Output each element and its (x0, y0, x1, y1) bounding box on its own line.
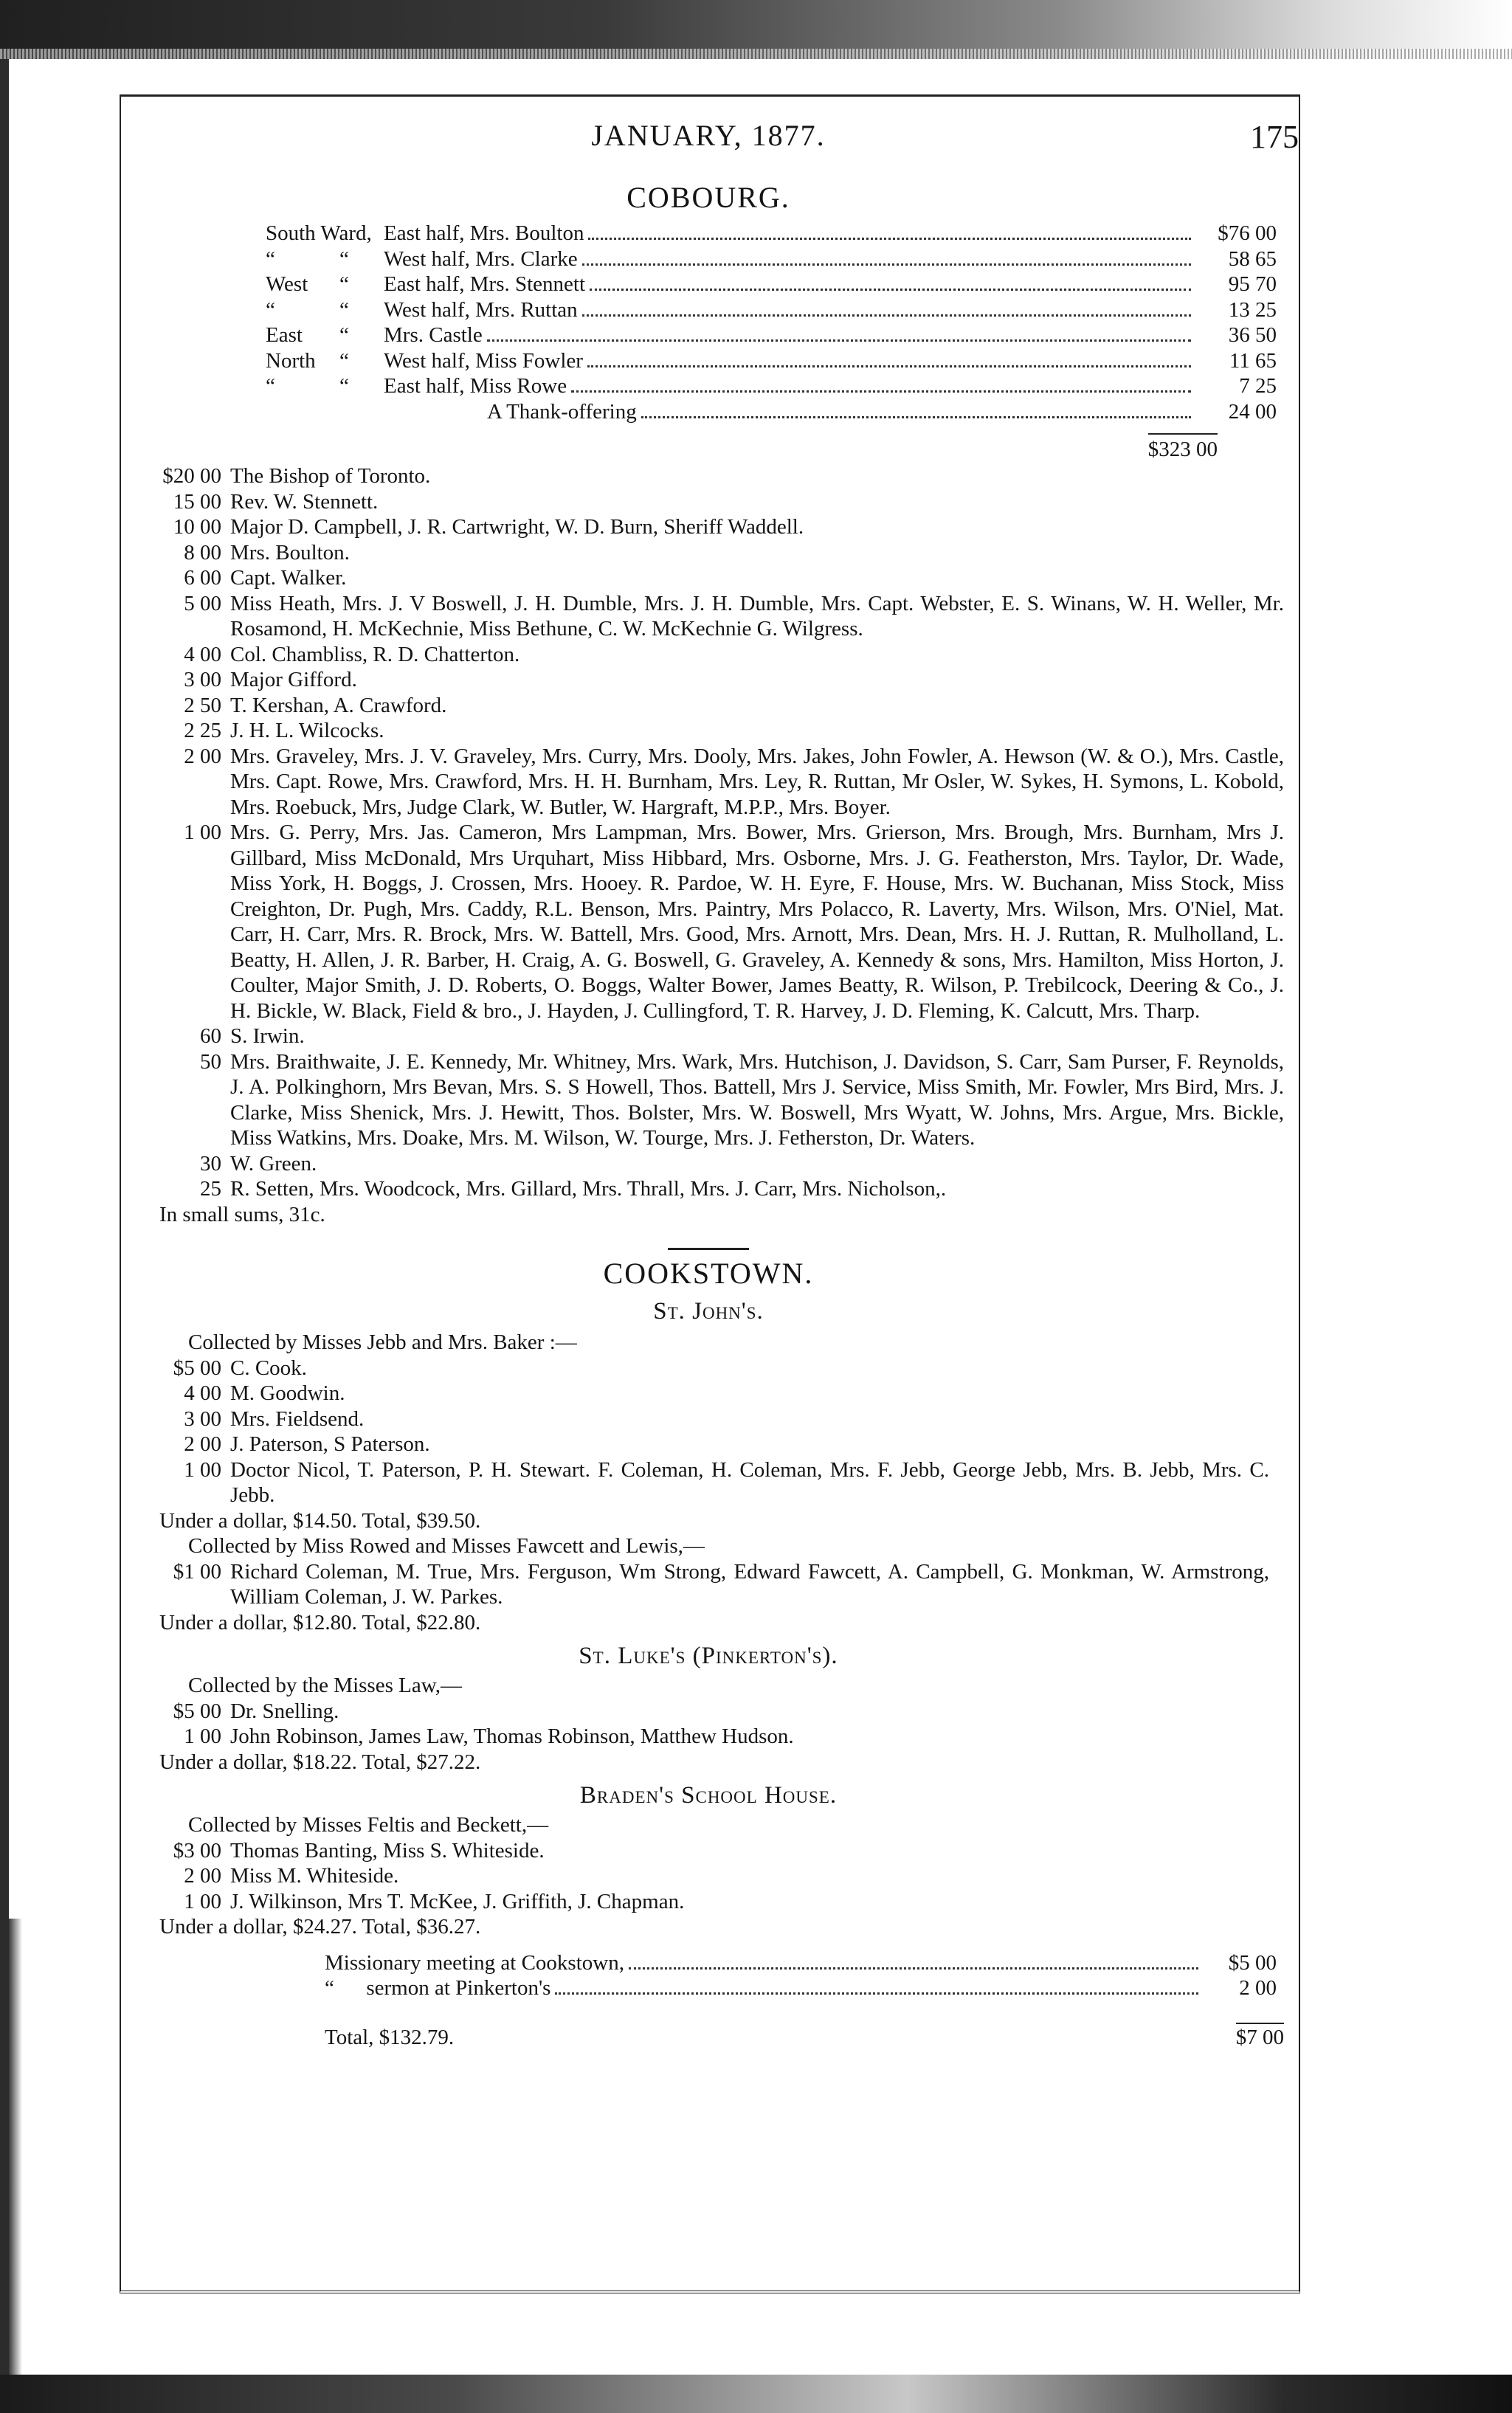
donation-amount: 3 00 (184, 668, 221, 691)
donor-names: Dr. Snelling. (230, 1699, 339, 1723)
ward-collector: East half, Mrs. Boulton (384, 221, 584, 245)
donation-row (118, 1176, 1284, 1202)
ward-name: North (266, 348, 316, 373)
donation-amount: 2 00 (184, 744, 221, 768)
cobourg-ward-total-value: $323 00 (1148, 433, 1218, 461)
ward-row (266, 221, 1284, 246)
ward-name: West (266, 272, 308, 296)
donation-amount: 1 00 (184, 821, 221, 844)
summary-row (325, 1950, 1284, 1976)
cobourg-small-sums: In small sums, 31c. (159, 1202, 325, 1226)
running-header (118, 118, 1299, 170)
donor-names: J. Wilkinson, Mrs T. McKee, J. Griffith, J. Chapman. (230, 1889, 685, 1913)
ward-name: “ (266, 297, 275, 322)
st-johns-list (118, 1356, 1269, 1508)
ward-amount: 13 25 (1228, 297, 1277, 322)
donation-amount: 60 (200, 1024, 221, 1048)
cookstown-total-amount: $7 00 (1236, 2023, 1284, 2049)
page-number: 175 (1250, 119, 1299, 155)
summary-amount: 2 00 (1239, 1976, 1277, 2000)
ward-row (266, 399, 1284, 425)
st-lukes-collected-by: Collected by the Misses Law,— (188, 1674, 463, 1697)
summary-label: “ sermon at Pinkerton's (325, 1976, 551, 2000)
donation-row (118, 1889, 1269, 1915)
donor-names: John Robinson, James Law, Thomas Robinson, Matthew Hudson. (230, 1725, 794, 1748)
donor-names: S. Irwin. (230, 1024, 305, 1048)
ward-part: “ (339, 246, 349, 271)
bradens-list (118, 1838, 1269, 1915)
cookstown-total-line (325, 2025, 1284, 2051)
st-lukes-under-dollar: Under a dollar, $18.22. Total, $27.22. (159, 1750, 481, 1774)
donation-row (118, 489, 1284, 515)
donor-names: Mrs. Fieldsend. (230, 1406, 365, 1431)
donor-names: The Bishop of Toronto. (230, 464, 431, 488)
scan-edge-left (0, 59, 9, 2413)
ward-row (266, 348, 1284, 374)
donor-names: J. Paterson, S Paterson. (230, 1432, 430, 1456)
donation-amount: 1 00 (184, 1889, 221, 1913)
cookstown-total-amount-wrap (1210, 2025, 1284, 2051)
ward-name: South Ward, (266, 221, 372, 245)
donation-amount: 8 00 (184, 540, 221, 565)
donor-names: Major D. Campbell, J. R. Cartwright, W. D. Burn, Sheriff Waddell. (230, 515, 804, 539)
ward-collector: West half, Mrs. Clarke (384, 246, 578, 271)
section-divider (668, 1248, 749, 1250)
st-johns-collected-by-2: Collected by Miss Rowed and Misses Fawcett and Lewis,— (188, 1534, 705, 1558)
ward-part: “ (339, 297, 349, 322)
ward-row (266, 373, 1284, 399)
donation-amount: 3 00 (184, 1406, 221, 1431)
ward-row (266, 322, 1284, 348)
leader-dots (487, 339, 1191, 342)
ward-name: “ (266, 374, 275, 398)
donor-names: M. Goodwin. (230, 1381, 345, 1405)
ward-collector: West half, Miss Fowler (384, 348, 583, 373)
scan-edge-bottom (0, 2375, 1512, 2413)
cookstown-summary (325, 1950, 1284, 2001)
ward-collector: East half, Miss Rowe (384, 374, 567, 398)
donor-names: Mrs. Graveley, Mrs. J. V. Graveley, Mrs. Curry, Mrs. Dooly, Mrs. Jakes, John Fowler, A. Hewson (W. & O.), Mrs. Castle, Mrs. Capt. Rowe, Mrs. Crawford, Mrs. H. H. Burnham, Mrs. Ley, R. Ruttan, Mr Osler, W. Sykes, H. Symons, L. Kobold, Mrs. Roebuck, Mrs, Judge Clark, W. Butler, W. Hargraft, M.P.P., Mrs. Boyer. (230, 744, 1284, 819)
donation-row (118, 1023, 1284, 1049)
ward-part: “ (339, 348, 349, 373)
st-johns-list-2 (118, 1559, 1269, 1610)
ward-amount: 58 65 (1228, 246, 1277, 271)
donor-names: Capt. Walker. (230, 566, 347, 590)
ward-amount: 36 50 (1228, 323, 1277, 347)
donation-amount: 5 00 (184, 591, 221, 615)
leader-dots (641, 416, 1191, 418)
donation-row (118, 565, 1284, 591)
donation-amount: 30 (200, 1151, 221, 1176)
ward-row (266, 297, 1284, 323)
donor-names: J. H. L. Wilcocks. (230, 719, 384, 742)
leader-dots (629, 1967, 1198, 1970)
donation-row (118, 1381, 1269, 1406)
donor-names: Doctor Nicol, T. Paterson, P. H. Stewart. F. Coleman, H. Coleman, Mrs. F. Jebb, George Jebb, Mrs. B. Jebb, Mrs. C. Jebb. (230, 1457, 1269, 1507)
donor-names: T. Kershan, A. Crawford. (230, 693, 447, 717)
section-title-cookstown: COOKSTOWN. (603, 1257, 814, 1290)
donation-amount: $3 00 (173, 1838, 221, 1863)
donation-amount: $1 00 (173, 1559, 221, 1584)
donation-row (118, 1699, 1269, 1725)
ward-amount: 24 00 (1228, 399, 1277, 424)
summary-label: Missionary meeting at Cookstown, (325, 1950, 624, 1975)
leader-dots (582, 263, 1191, 266)
ward-amount: $76 00 (1218, 221, 1277, 245)
section-title-cobourg: COBOURG. (626, 181, 790, 214)
donor-names: Thomas Banting, Miss S. Whiteside. (230, 1838, 545, 1863)
ward-name: East (266, 323, 303, 347)
donation-amount: $5 00 (173, 1356, 221, 1380)
ward-part: “ (339, 272, 349, 296)
ward-collector: East half, Mrs. Stennett (384, 272, 586, 296)
cookstown-total-label: Total, $132.79. (325, 2025, 455, 2049)
donation-amount: 1 00 (184, 1457, 221, 1482)
bradens-collected-by: Collected by Misses Feltis and Beckett,— (188, 1813, 549, 1837)
st-johns-under-dollar: Under a dollar, $14.50. Total, $39.50. (159, 1508, 481, 1533)
donor-names: Rev. W. Stennett. (230, 489, 379, 514)
donation-row (118, 1863, 1269, 1889)
donation-amount: 4 00 (184, 642, 221, 666)
donor-names: C. Cook. (230, 1356, 307, 1380)
donation-amount: 25 (200, 1177, 221, 1201)
donation-amount: 10 00 (173, 515, 221, 539)
donor-names: Miss M. Whiteside. (230, 1864, 399, 1888)
donor-names: Miss Heath, Mrs. J. V Boswell, J. H. Dumble, Mrs. J. H. Dumble, Mrs. Capt. Webster, E. S. Winans, W. H. Weller, Mr. Rosamond, H. McKechnie, Miss Bethune, C. W. McKechnie G. Wilgress. (230, 591, 1284, 641)
ward-row (266, 272, 1284, 297)
donation-row (118, 1356, 1269, 1381)
donation-amount: 50 (200, 1049, 221, 1074)
subsection-title-st-lukes: St. Luke's (Pinkerton's). (579, 1643, 838, 1669)
st-johns-collected-by: Collected by Misses Jebb and Mrs. Baker :— (188, 1330, 577, 1354)
ward-name: “ (266, 246, 275, 271)
st-johns-under-dollar-2: Under a dollar, $12.80. Total, $22.80. (159, 1610, 481, 1634)
donation-row (118, 718, 1284, 744)
donation-amount: $5 00 (173, 1699, 221, 1723)
donor-names: Richard Coleman, M. True, Mrs. Ferguson, Wm Strong, Edward Fawcett, A. Campbell, G. Monkman, W. Armstrong, William Coleman, J. W. Parkes. (230, 1559, 1269, 1609)
donation-row (118, 693, 1284, 719)
donation-row (118, 1049, 1284, 1151)
leader-dots (582, 314, 1191, 317)
donation-row (118, 540, 1284, 566)
donation-amount: 1 00 (184, 1725, 221, 1748)
scan-edge-top (0, 0, 1512, 59)
donation-row (118, 591, 1284, 642)
donation-row (118, 1406, 1269, 1432)
donation-row (118, 514, 1284, 540)
donation-row (118, 1838, 1269, 1864)
donation-row (118, 1724, 1269, 1750)
leader-dots (590, 289, 1191, 291)
ward-amount: 7 25 (1239, 374, 1277, 398)
header-title: JANUARY, 1877. (591, 119, 826, 152)
donation-amount: 6 00 (184, 566, 221, 590)
donor-names: Major Gifford. (230, 668, 357, 691)
donation-row (118, 642, 1284, 668)
ward-collector: Mrs. Castle (384, 323, 483, 347)
summary-row (325, 1975, 1284, 2001)
donor-names: Mrs. G. Perry, Mrs. Jas. Cameron, Mrs Lampman, Mrs. Bower, Mrs. Grierson, Mrs. Brough, Mrs. Burnham, Mrs J. Gillbard, Miss McDonald, Mrs Urquhart, Miss Hibbard, Mrs. Osborne, Mrs. J. G. Featherston, Mrs. Taylor, Dr. Wade, Miss York, H. Boggs, J. Crossen, Mrs. Hooey. R. Pardoe, W. H. Eyre, F. House, Mrs. W. Buchanan, Miss Stock, Miss Creighton, Dr. Pugh, Mrs. Caddy, R.L. Benson, Mrs. Paintry, Mrs Polacco, R. Laverty, Mrs. Wilson, Mrs. O'Niel, Mat. Carr, H. Carr, Mrs. R. Brock, Mrs. W. Battell, Mrs. Good, Mrs. Arnott, Mrs. Dean, Mrs. H. J. Ruttan, R. Mulholland, L. Beatty, H. Allen, J. R. Barber, H. Craig, A. G. Boswell, G. Graveley, A. Kennedy & sons, Mrs. Hamilton, Miss Horton, J. Coulter, Major Smith, J. D. Roberts, O. Boggs, Walter Bower, James Beatty, R. Wilson, P. Trebilcock, Deering & Co., J. H. Bickle, W. Black, Field & bro., J. Hayden, J. Cullingford, T. R. Harvey, J. D. Fleming, K. Calcutt, Mrs. Tharp. (230, 821, 1284, 1023)
donor-names: R. Setten, Mrs. Woodcock, Mrs. Gillard, Mrs. Thrall, Mrs. J. Carr, Mrs. Nicholson,. (230, 1177, 947, 1201)
donation-amount: 2 50 (184, 693, 221, 717)
donation-amount: 4 00 (184, 1381, 221, 1405)
leader-dots (587, 365, 1191, 367)
leader-dots (555, 1992, 1198, 1995)
donation-amount: 2 00 (184, 1864, 221, 1888)
ward-part: “ (339, 374, 349, 398)
donation-row (118, 820, 1284, 1023)
ward-amount: 11 65 (1229, 348, 1277, 373)
donation-row (118, 744, 1284, 821)
donor-names: Mrs. Braithwaite, J. E. Kennedy, Mr. Whitney, Mrs. Wark, Mrs. Hutchison, J. Davidson, S. Carr, Sam Purser, F. Reynolds, J. A. Polkinghorn, Mrs Bevan, Mrs. S. S Howell, Thos. Battell, Mrs J. Service, Miss Smith, Mr. Fowler, Mrs Bird, Mrs. J. Clarke, Miss Shenick, Mrs. J. Hewitt, Thos. Bolster, Mrs. W. Boswell, Mrs Wyatt, W. Johns, Mrs. Argue, Mrs. Bickle, Miss Watkins, Mrs. Doake, Mrs. M. Wilson, W. Tourge, Mrs. J. Fetherston, Dr. Waters. (230, 1049, 1284, 1150)
donation-amount: $20 00 (162, 464, 221, 488)
leader-dots (588, 238, 1191, 240)
ward-amount: 95 70 (1228, 272, 1277, 296)
ward-collector: West half, Mrs. Ruttan (384, 297, 578, 322)
scan-edge-left-shadow (9, 1919, 22, 2413)
subsection-title-bradens: Braden's School House. (579, 1782, 838, 1809)
donation-row (118, 463, 1284, 489)
ward-collector: A Thank-offering (487, 399, 637, 424)
donor-names: W. Green. (230, 1151, 317, 1176)
donation-row (118, 1559, 1269, 1610)
cobourg-donation-list (118, 463, 1284, 1202)
donor-names: Col. Chambliss, R. D. Chatterton. (230, 642, 520, 666)
page (118, 118, 1299, 2050)
donation-row (118, 667, 1284, 693)
donation-row (118, 1151, 1284, 1177)
donation-amount: 2 25 (184, 719, 221, 742)
bradens-under-dollar: Under a dollar, $24.27. Total, $36.27. (159, 1915, 481, 1939)
subsection-title-st-johns: St. John's. (653, 1298, 764, 1325)
leader-dots (571, 390, 1191, 393)
donor-names: Mrs. Boulton. (230, 540, 350, 565)
summary-amount: $5 00 (1228, 1950, 1277, 1975)
donation-row (118, 1432, 1269, 1457)
ward-row (266, 246, 1284, 272)
donation-row (118, 1457, 1269, 1508)
donation-amount: 15 00 (173, 489, 221, 514)
ward-part: “ (339, 323, 349, 347)
donation-amount: 2 00 (184, 1432, 221, 1456)
cobourg-ward-total (118, 438, 1299, 462)
st-lukes-list (118, 1699, 1269, 1750)
cobourg-ward-table (266, 221, 1284, 424)
